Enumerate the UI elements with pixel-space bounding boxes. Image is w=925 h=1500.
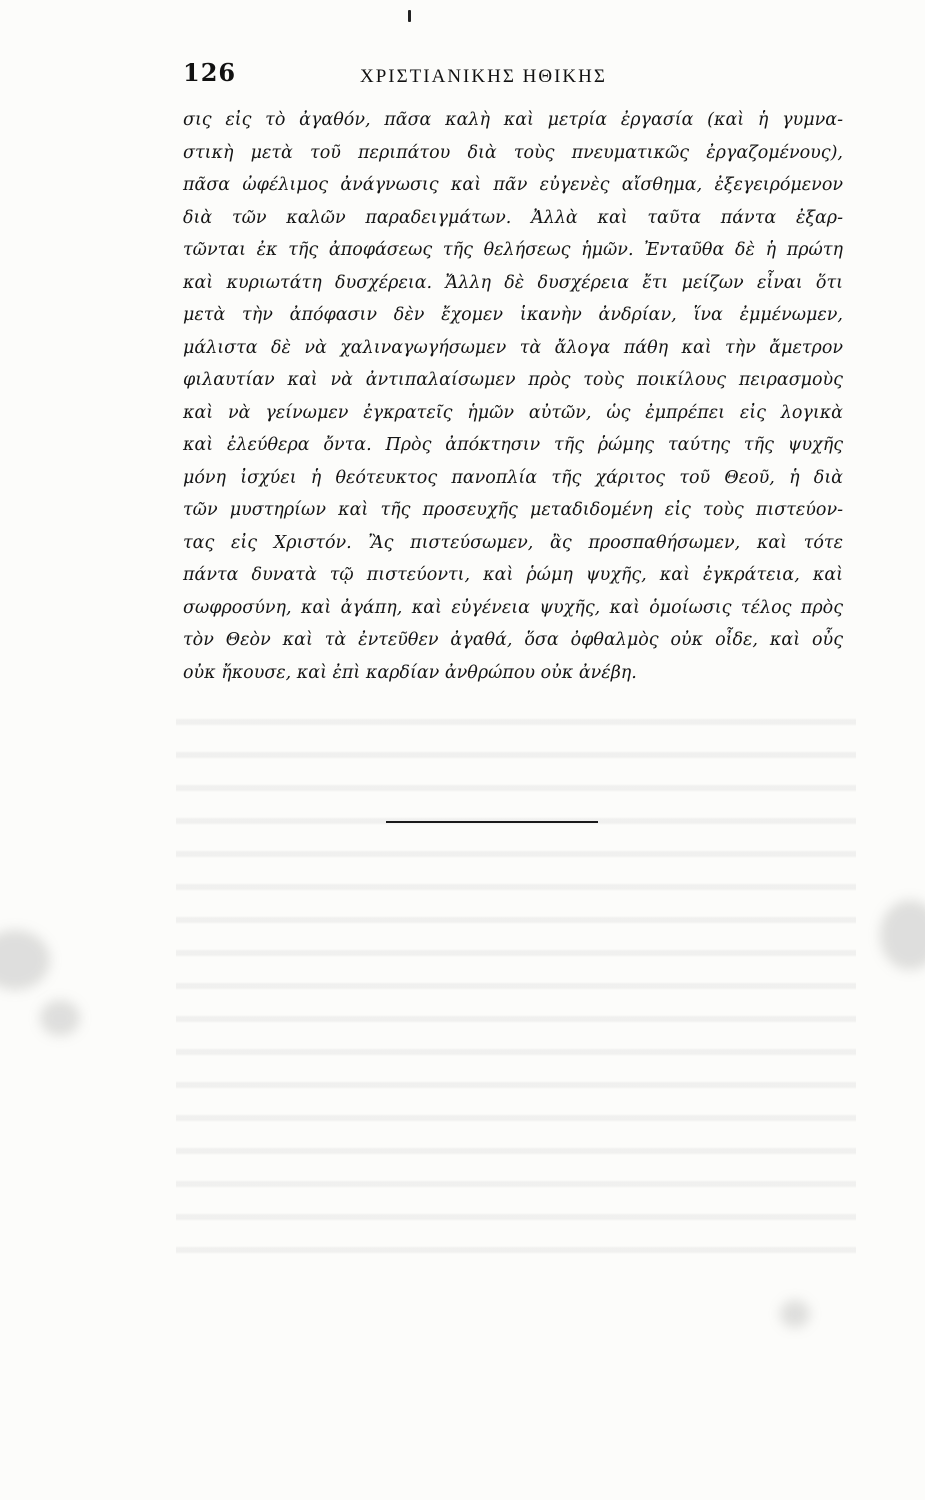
body-text (183, 104, 843, 689)
text-line: τῶν μυστηρίων καὶ τῆς προσευχῆς μεταδιδομένη εἰς τοὺς πιστεύον- (183, 500, 843, 520)
text-line: τὸν Θεὸν καὶ τὰ ἐντεῦθεν ἀγαθά, ὅσα ὀφθαλμὸς οὐκ οἶδε, καὶ οὖς (183, 630, 843, 650)
text-line: σις εἰς τὸ ἀγαθόν, πᾶσα καλὴ καὶ μετρία ἐργασία (καὶ ἡ γυμνα- (183, 110, 843, 130)
page-number: 126 (183, 58, 237, 87)
text-line: καὶ νὰ γείνωμεν ἐγκρατεῖς ἡμῶν αὐτῶν, ὡς ἐμπρέπει εἰς λογικὰ (183, 402, 843, 423)
text-line-last: οὐκ ἤκουσε, καὶ ἐπὶ καρδίαν ἀνθρώπου οὐκ ἀνέβη. (183, 662, 637, 683)
paper-stain (880, 900, 925, 970)
text-line: πάντα δυνατὰ τῷ πιστεύοντι, καὶ ῥώμη ψυχῆς, καὶ ἐγκράτεια, καὶ (183, 565, 843, 585)
text-line: καὶ ἐλεύθερα ὄντα. Πρὸς ἀπόκτησιν τῆς ῥώμης ταύτης τῆς ψυχῆς (183, 435, 843, 455)
text-line: διὰ τῶν καλῶν παραδειγμάτων. Ἀλλὰ καὶ ταῦτα πάντα ἐξαρ- (183, 207, 843, 228)
running-head: ΧΡΙΣΤΙΑΝΙΚΗΣ ΗΘΙΚΗΣ (360, 66, 607, 87)
paper-stain (40, 1000, 80, 1036)
text-line: στικὴ μετὰ τοῦ περιπάτου διὰ τοὺς πνευματικῶς ἐργαζομένους), (183, 142, 843, 163)
text-line: σωφροσύνη, καὶ ἀγάπη, καὶ εὐγένεια ψυχῆς, καὶ ὁμοίωσις τέλος πρὸς (183, 597, 843, 618)
text-line: καὶ κυριωτάτη δυσχέρεια. Ἄλλη δὲ δυσχέρεια ἔτι μείζων εἶναι ὅτι (183, 272, 843, 293)
text-line: πᾶσα ὠφέλιμος ἀνάγνωσις καὶ πᾶν εὐγενὲς αἴσθημα, ἐξεγειρόμενον (183, 175, 843, 195)
text-line: τῶνται ἐκ τῆς ἀποφάσεως τῆς θελήσεως ἡμῶν. Ἐνταῦθα δὲ ἡ πρώτη (183, 240, 843, 260)
text-line: μετὰ τὴν ἀπόφασιν δὲν ἔχομεν ἱκανὴν ἀνδρίαν, ἵνα ἐμμένωμεν, (183, 305, 843, 325)
text-line: μάλιστα δὲ νὰ χαλιναγωγήσωμεν τὰ ἄλογα πάθη καὶ τὴν ἄμετρον (183, 337, 843, 358)
ink-mark (408, 10, 411, 22)
section-rule (386, 821, 598, 823)
text-line: τας εἰς Χριστόν. Ἂς πιστεύσωμεν, ἂς προσπαθήσωμεν, καὶ τότε (183, 532, 843, 553)
text-line: φιλαυτίαν καὶ νὰ ἀντιπαλαίσωμεν πρὸς τοὺς ποικίλους πειρασμοὺς (183, 370, 843, 390)
text-line: μόνη ἰσχύει ἡ θεότευκτος πανοπλία τῆς χάριτος τοῦ Θεοῦ, ἡ διὰ (183, 467, 843, 488)
paper-stain (0, 930, 50, 990)
paper-stain (780, 1300, 810, 1328)
show-through-text (176, 700, 856, 1260)
